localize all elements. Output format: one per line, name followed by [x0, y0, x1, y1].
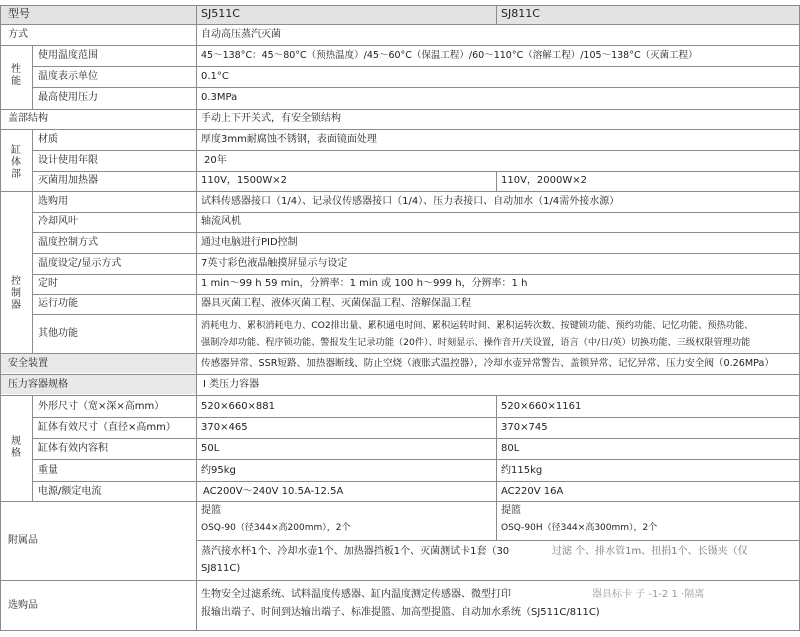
fan-value: 轴流风机	[201, 216, 241, 227]
accessories-line1: 蒸汽接水杯1个、冷却水壶1个、加热器挡板1个、灭菌测试卡1套（30	[201, 546, 510, 557]
design-life-label: 设计使用年限	[38, 155, 98, 166]
other-functions-line1: 消耗电力、累积消耗电力、CO2排出量、累积通电时间、累积运转时间、累积运转次数、按键锁功能、预约功能、记忆功能、预热功能、	[201, 320, 754, 331]
weight-sj511c: 约95kg	[201, 465, 236, 476]
dimensions-sj511c: 520×660×881	[201, 401, 276, 412]
vessel-size-sj811c: 370×745	[501, 422, 548, 433]
method-value: 自动高压蒸汽灭菌	[201, 29, 281, 40]
heater-value-sj811c: 110V，2000W×2	[501, 175, 588, 186]
vessel-group-label: 缸体部	[11, 145, 21, 180]
weight-label: 重量	[38, 465, 58, 476]
basket-sj811c: OSQ-90H（径344×高300mm），2个	[501, 523, 658, 533]
pressure-vessel-label: 压力容器规格	[8, 379, 68, 390]
pressure-vessel-value: I 类压力容器	[203, 379, 260, 390]
max-pressure-label: 最高使用压力	[38, 92, 98, 103]
safety-value: 传感器异常、SSR短路、加热器断线、防止空烧（液胀式温控器），冷却水壶异常警告、盖锁异常、记忆异常、压力安全阀（0.26MPa）	[201, 358, 774, 369]
volume-sj811c: 80L	[501, 443, 520, 454]
accessories-line1-tail: 过滤 个、排水管1m、扭捐1个、长镊夹（仅	[552, 546, 748, 557]
options-line1: 生物安全过滤系统、试料温度传感器、缸内温度测定传感器、微型打印	[201, 589, 511, 600]
controller-group-label: 控制器	[11, 276, 21, 311]
material-value: 厚度3mm耐腐蚀不锈钢，表面镜面处理	[201, 134, 377, 145]
dimensions-label: 外形尺寸（宽×深×高mm）	[38, 401, 165, 412]
timer-label: 定时	[38, 278, 58, 289]
operation-value: 器具灭菌工程、液体灭菌工程、灭菌保温工程、溶解保温工程	[201, 298, 471, 309]
volume-label: 缸体有效内容积	[38, 443, 108, 454]
model-sj511c: SJ511C	[201, 7, 240, 20]
temp-range-value: 45～138°C：45～80°C（预热温度）/45～60°C（保温工程）/60～110°C（溶解工程）/105～138°C（灭菌工程）	[201, 50, 698, 61]
options-line1-tail: 器具标卡 子 -1-2 1 ·隔离	[592, 589, 705, 600]
basket-sj511c: OSQ-90（径344×高200mm），2个	[201, 523, 351, 533]
specs-group-label: 规格	[11, 436, 21, 459]
design-life-value: 20年	[204, 155, 227, 166]
basket-label-sj511c: 提篮	[201, 505, 221, 516]
volume-sj511c: 50L	[201, 443, 220, 454]
material-label: 材质	[38, 134, 58, 145]
temp-control-label: 温度控制方式	[38, 237, 98, 248]
model-label: 型号	[8, 7, 30, 20]
optional-value: 试料传感器接口（1/4）、记录仪传感器接口（1/4）、压力表接口、自动加水（1/4需外接水源）	[201, 196, 620, 207]
optional-label: 选购用	[38, 196, 68, 207]
lid-label: 盖部结构	[8, 113, 48, 124]
accessories-label: 附属品	[8, 535, 38, 546]
heater-label: 灭菌用加热器	[38, 175, 98, 186]
power-sj811c: AC220V 16A	[501, 486, 564, 497]
temp-control-value: 通过电脑进行PID控制	[201, 237, 298, 248]
header-row-background	[0, 5, 800, 24]
fan-label: 冷却风叶	[38, 216, 78, 227]
basket-label-sj811c: 提篮	[501, 505, 521, 516]
temp-unit-value: 0.1°C	[201, 71, 229, 82]
temp-range-label: 使用温度范围	[38, 50, 98, 61]
dimensions-sj811c: 520×660×1161	[501, 401, 582, 412]
other-functions-label: 其他功能	[38, 328, 78, 339]
options-label: 选购品	[8, 600, 38, 611]
timer-value: 1 min～99 h 59 min，分辨率：1 min 或 100 h～999 h，分辨率：1 h	[201, 278, 528, 289]
model-sj811c: SJ811C	[501, 7, 540, 20]
performance-group-label: 性能	[11, 64, 21, 87]
display-label: 温度设定/显示方式	[38, 258, 122, 269]
weight-sj811c: 约115kg	[501, 465, 543, 476]
power-sj511c: AC200V～240V 10.5A-12.5A	[203, 486, 344, 497]
method-label: 方式	[8, 29, 28, 40]
lid-value: 手动上下开关式，有安全锁结构	[201, 113, 341, 124]
temp-unit-label: 温度表示单位	[38, 71, 98, 82]
vessel-size-sj511c: 370×465	[201, 422, 248, 433]
power-label: 电源/额定电流	[38, 486, 102, 497]
accessories-line2: SJ811C)	[201, 563, 241, 574]
vessel-size-label: 缸体有效尺寸（直径×高mm）	[38, 422, 176, 433]
heater-value-sj511c: 110V，1500W×2	[201, 175, 288, 186]
safety-label: 安全装置	[8, 358, 48, 369]
max-pressure-value: 0.3MPa	[201, 92, 238, 103]
operation-label: 运行功能	[38, 298, 78, 309]
options-line2: 报输出端子、时间到达输出端子、标准提篮、加高型提篮、自动加水系统（SJ511C/811C)	[201, 607, 600, 618]
other-functions-line2: 强制冷却功能、程序锁功能、警报发生记录功能（20件）、时刻显示、操作音开/关设置，语言（中/日/英）切换功能、三级权限管理功能	[201, 337, 751, 348]
display-value: 7英寸彩色液晶触摸屏显示与设定	[201, 258, 348, 269]
